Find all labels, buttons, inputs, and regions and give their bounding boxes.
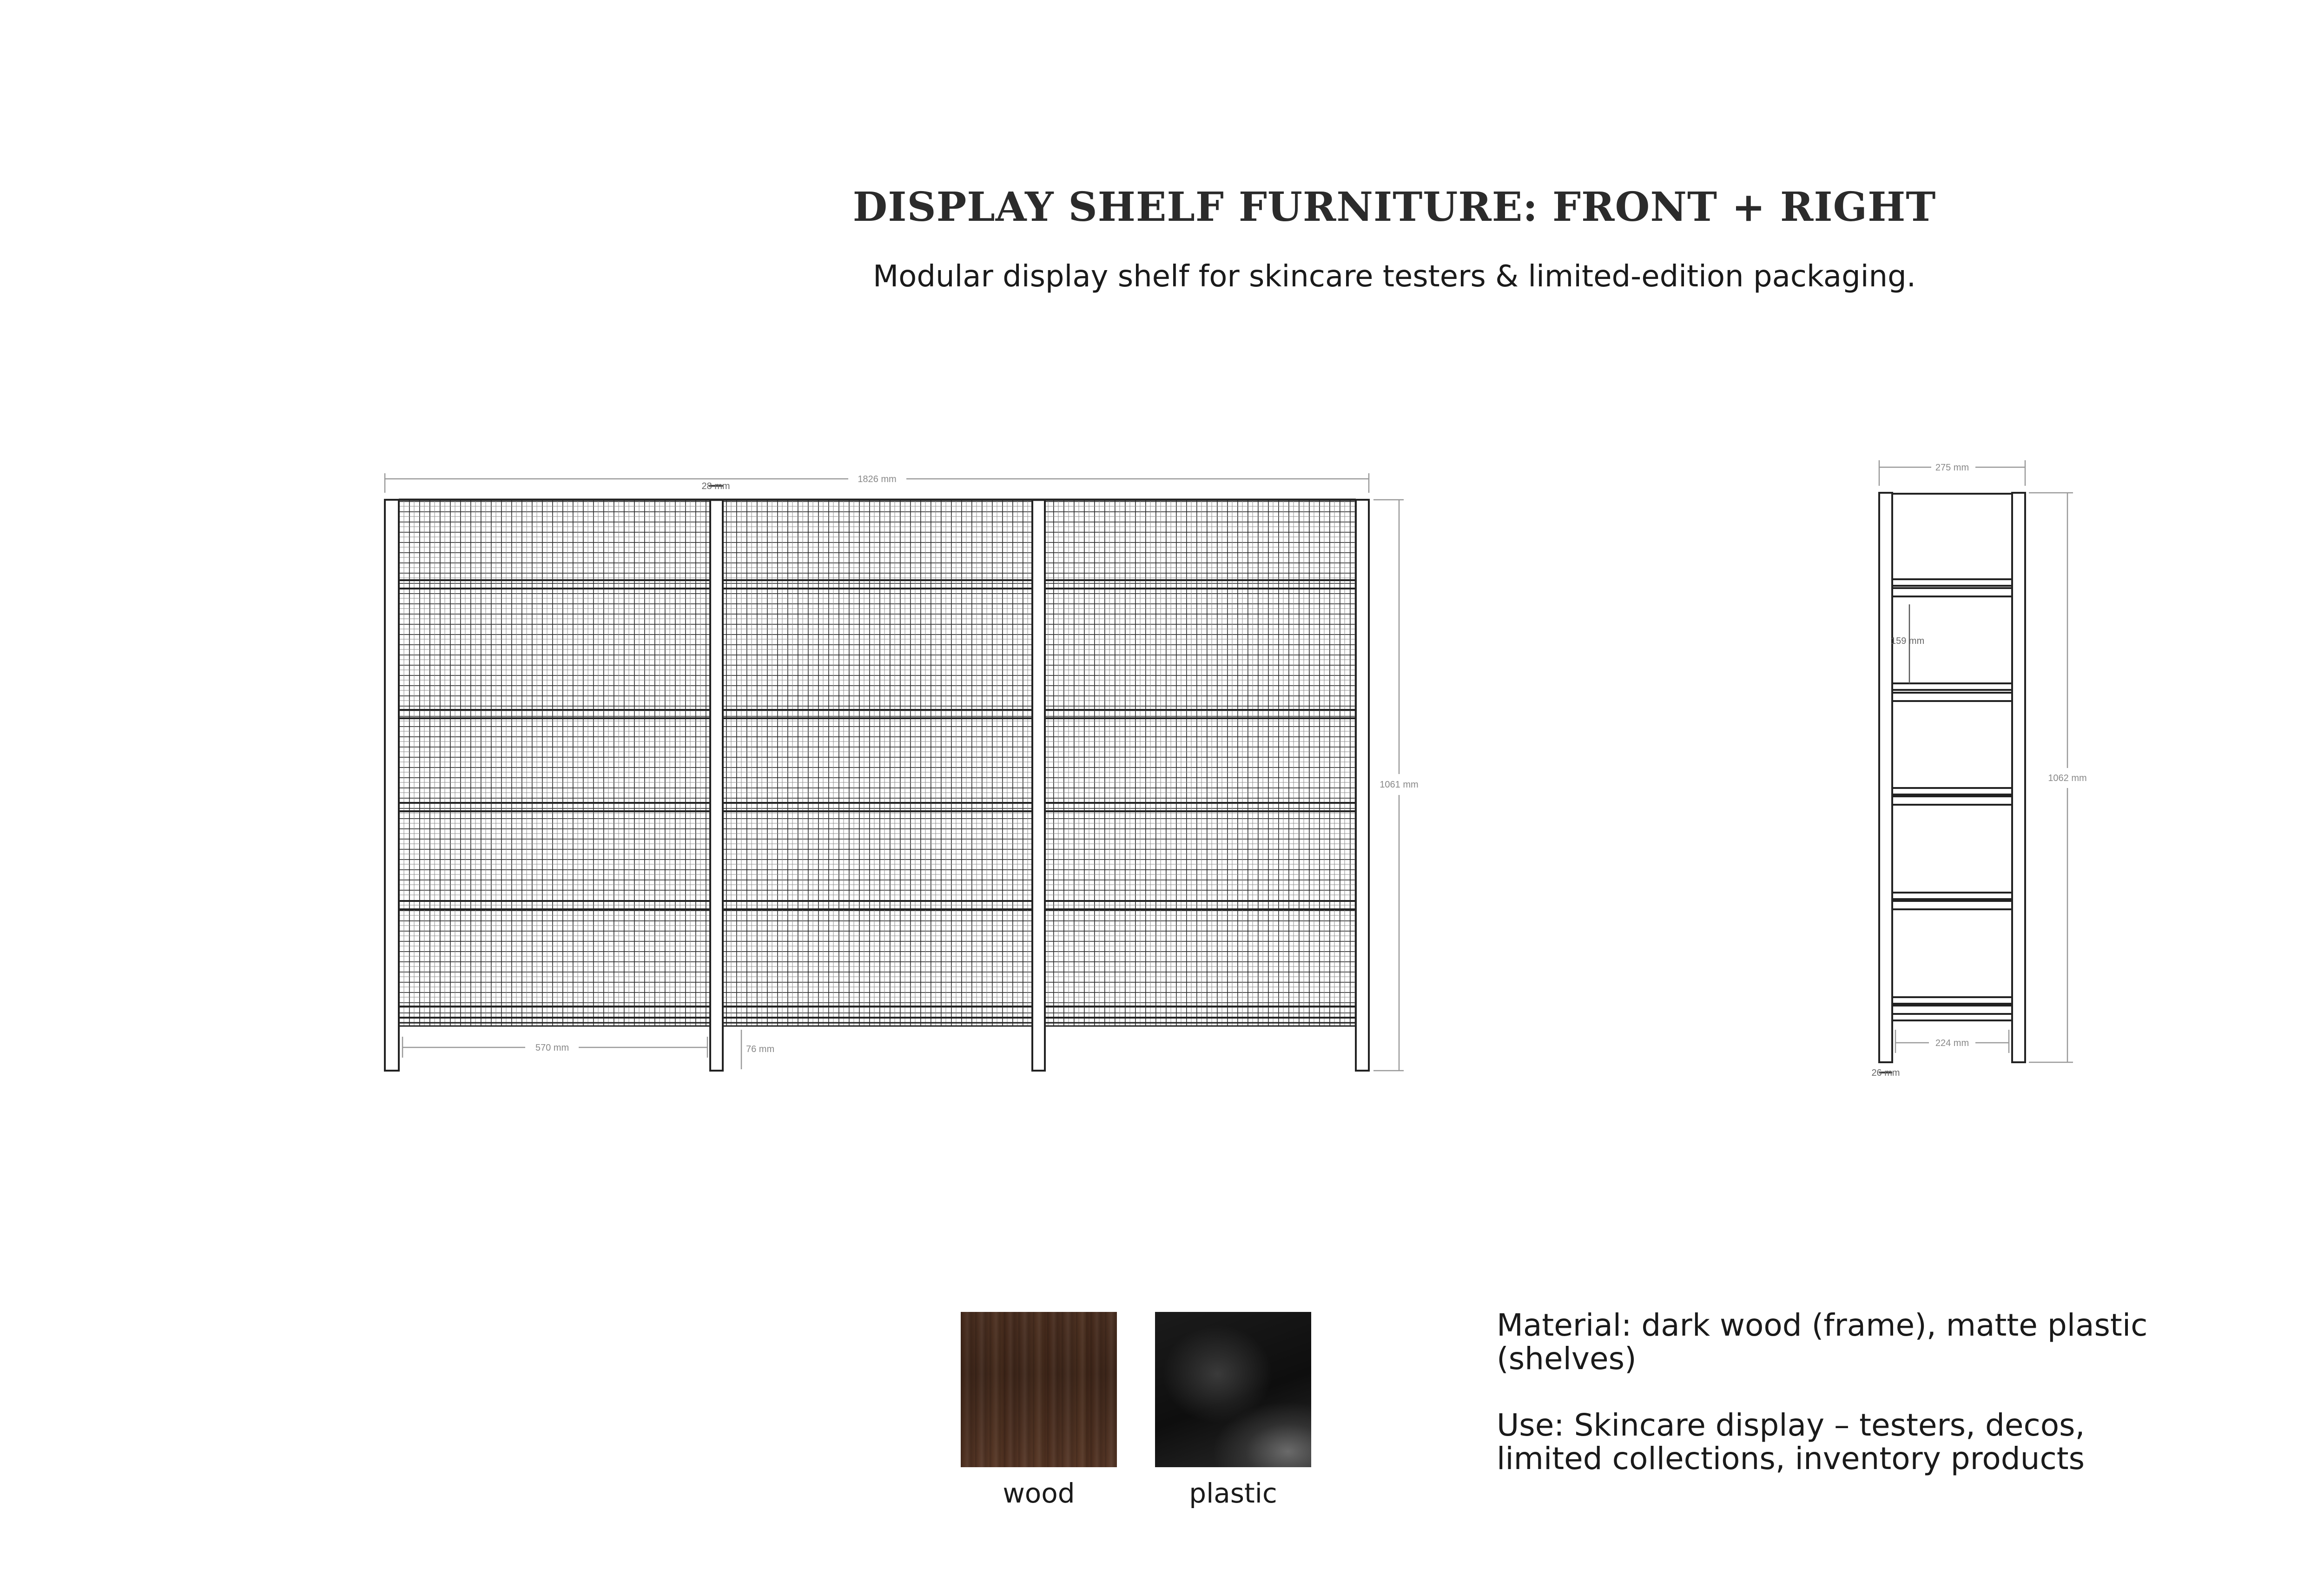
wood-swatch-label: wood bbox=[1003, 1477, 1075, 1509]
side-view bbox=[1871, 460, 2086, 1078]
dim-side-post-width: 26 mm bbox=[1871, 1068, 1900, 1078]
wood-swatch bbox=[961, 1312, 1117, 1467]
dim-bay-width: 570 mm bbox=[535, 1043, 569, 1053]
front-post-3 bbox=[1032, 500, 1045, 1071]
page-subtitle: Modular display shelf for skincare testers & limited-edition packaging. bbox=[872, 259, 1916, 294]
side-frame bbox=[1892, 494, 2012, 1020]
dim-bottom-clearance: 76 mm bbox=[746, 1044, 775, 1054]
side-dimensions bbox=[1871, 460, 2086, 1078]
front-post-2 bbox=[710, 500, 723, 1071]
use-description: Use: Skincare display – testers, decos, limited collections, inventory products bbox=[1497, 1407, 2085, 1476]
dim-front-post-width: 28 mm bbox=[701, 481, 730, 491]
dim-overall-width: 1826 mm bbox=[858, 474, 897, 484]
dim-front-height: 1061 mm bbox=[1380, 780, 1419, 790]
side-posts bbox=[1879, 493, 2025, 1062]
front-view bbox=[385, 473, 1419, 1071]
side-post-front bbox=[1879, 493, 1892, 1062]
plastic-swatch-label: plastic bbox=[1189, 1477, 1277, 1509]
page-title: DISPLAY SHELF FURNITURE: FRONT + RIGHT bbox=[852, 184, 1936, 231]
dim-side-depth: 275 mm bbox=[1935, 463, 1969, 473]
side-post-back bbox=[2012, 493, 2025, 1062]
dim-inner-depth: 224 mm bbox=[1935, 1038, 1969, 1048]
front-post-1 bbox=[385, 500, 399, 1071]
material-description: Material: dark wood (frame), matte plastic (shelves) bbox=[1497, 1307, 2148, 1377]
front-post-4 bbox=[1356, 500, 1369, 1071]
plastic-swatch bbox=[1155, 1312, 1311, 1467]
dim-side-height: 1062 mm bbox=[2048, 773, 2087, 783]
dim-shelf-spacing: 159 mm bbox=[1891, 636, 1925, 646]
